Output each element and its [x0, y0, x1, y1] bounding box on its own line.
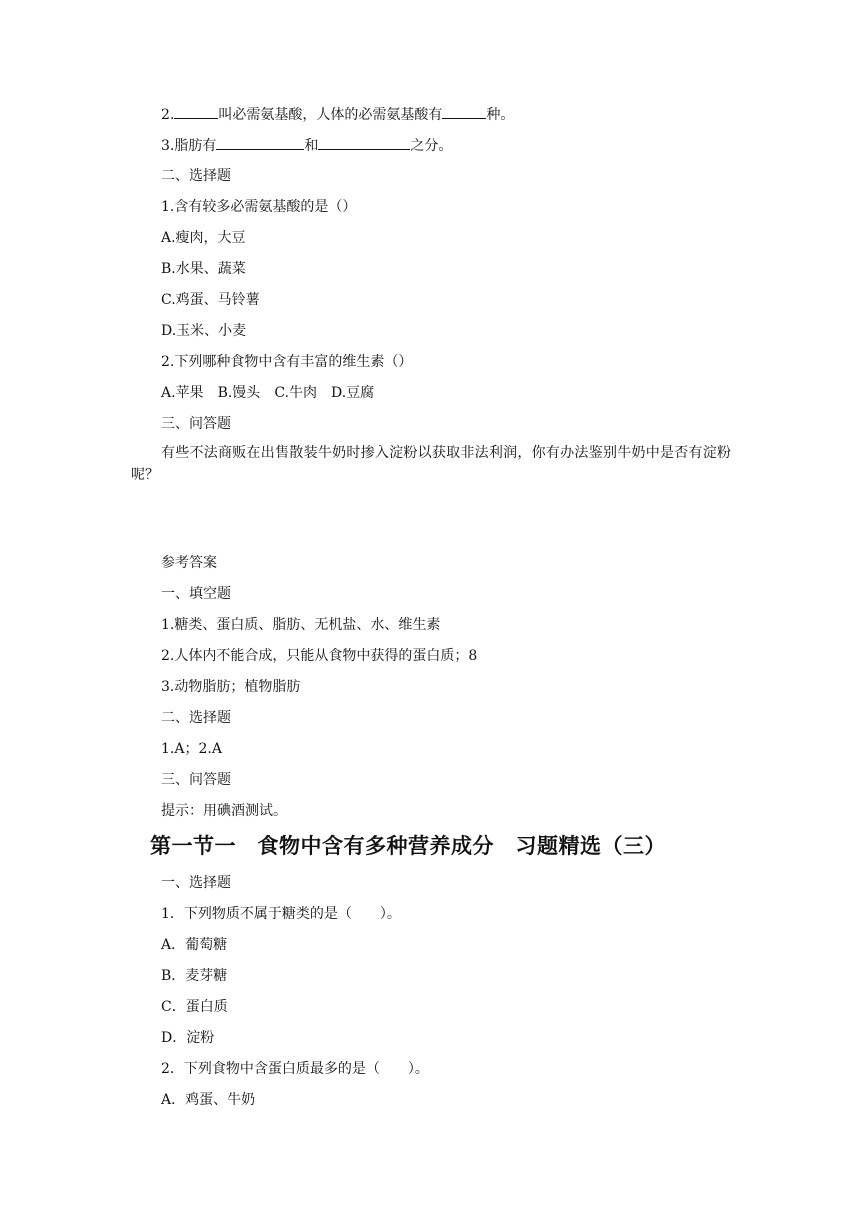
answer-line: 2.人体内不能合成，只能从食物中获得的蛋白质；8 — [161, 648, 478, 664]
option-a: A.瘦肉，大豆 — [161, 230, 246, 246]
answer-blank — [174, 104, 218, 119]
option-a: A．鸡蛋、牛奶 — [161, 1092, 256, 1108]
mc-question-2: 2.下列哪种食物中含有丰富的维生素（） — [161, 354, 413, 370]
fill-question-3: 3.脂肪有 和 之分。 — [161, 135, 452, 156]
mc-question-1: 1.含有较多必需氨基酸的是（） — [161, 199, 357, 215]
answer-line: 提示：用碘酒测试。 — [161, 803, 287, 819]
option-c: C．蛋白质 — [161, 999, 228, 1015]
option-d: D．淀粉 — [161, 1030, 215, 1046]
answer-heading: 参考答案 — [161, 555, 217, 571]
answer-line: 1.糖类、蛋白质、脂肪、无机盐、水、维生素 — [161, 617, 441, 633]
fill-question-2: 2. 叫必需氨基酸，人体的必需氨基酸有 种。 — [161, 104, 514, 125]
option-b: B．麦芽糖 — [161, 968, 228, 984]
section-heading: 二、选择题 — [161, 710, 231, 726]
section-heading: 一、填空题 — [161, 586, 231, 602]
answer-line: 3.动物脂肪；植物脂肪 — [161, 679, 301, 695]
section-heading: 三、问答题 — [161, 416, 231, 432]
answer-blank — [318, 135, 410, 150]
section-heading: 一、选择题 — [161, 875, 231, 891]
answer-line: 1.A；2.A — [161, 741, 222, 757]
answer-blank — [216, 135, 304, 150]
mc-question-2: 2．下列食物中含蛋白质最多的是（ ）。 — [161, 1061, 429, 1077]
section-heading: 二、选择题 — [161, 168, 231, 184]
option-b: B.水果、蔬菜 — [161, 261, 246, 277]
essay-question: 有些不法商贩在出售散装牛奶时掺入淀粉以获取非法利润，你有办法鉴别牛奶中是否有淀粉呢？ — [131, 445, 731, 483]
mc-question-1: 1．下列物质不属于糖类的是（ ）。 — [161, 906, 401, 922]
option-a: A．葡萄糖 — [161, 937, 228, 953]
mc-question-2-options: A.苹果 B.馒头 C.牛肉 D.豆腐 — [161, 385, 375, 401]
option-d: D.玉米、小麦 — [161, 323, 247, 339]
option-c: C.鸡蛋、马铃薯 — [161, 292, 260, 308]
answer-blank — [442, 104, 486, 119]
section-heading: 三、问答题 — [161, 772, 231, 788]
section-title: 第一节一 食物中含有多种营养成分 习题精选（三） — [150, 833, 666, 858]
